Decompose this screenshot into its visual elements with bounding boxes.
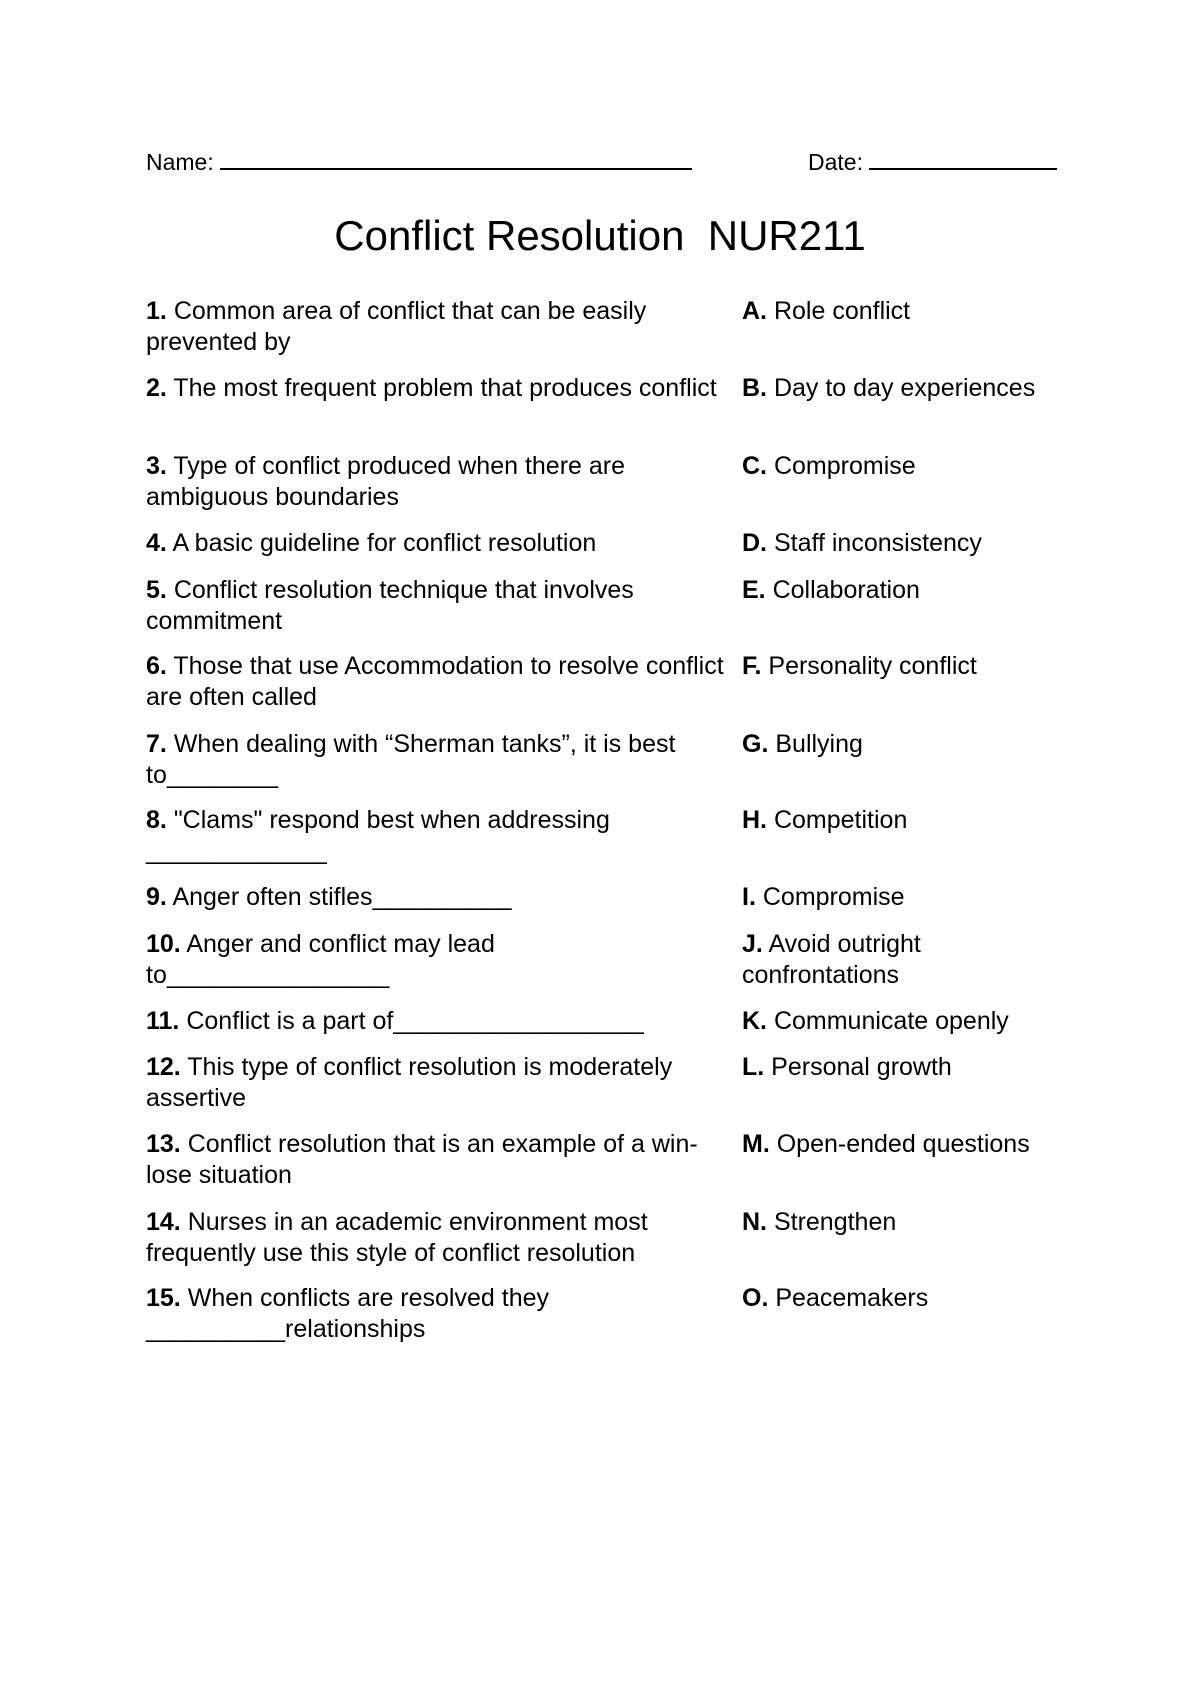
- answer-item: [742, 929, 1072, 991]
- question-text: Conflict resolution that is an example of a win-lose situation: [146, 1130, 698, 1189]
- question-item: [146, 651, 736, 713]
- matching-row: [146, 1006, 1076, 1052]
- question-text: Those that use Accommodation to resolve conflict are often called: [146, 652, 724, 711]
- answer-letter: O.: [742, 1284, 769, 1312]
- date-blank-line: [869, 146, 1057, 170]
- question-number: 4.: [146, 529, 167, 557]
- answer-letter: B.: [742, 374, 767, 402]
- question-text: A basic guideline for conflict resolution: [172, 529, 597, 557]
- answer-item: [742, 1207, 1072, 1238]
- matching-row: [146, 1207, 1076, 1283]
- question-text: Conflict is a part of__________________: [186, 1007, 644, 1035]
- answer-letter: I.: [742, 883, 756, 911]
- name-blank-line: [220, 146, 692, 170]
- answer-letter: E.: [742, 576, 766, 604]
- question-text: The most frequent problem that produces conflict: [173, 374, 717, 402]
- answer-text: Day to day experiences: [773, 374, 1036, 402]
- answer-text: Collaboration: [772, 576, 920, 604]
- answer-letter: G.: [742, 730, 769, 758]
- question-item: [146, 1006, 736, 1037]
- question-item: [146, 451, 736, 513]
- answer-letter: J.: [742, 930, 763, 958]
- header-line: [146, 146, 1066, 178]
- answer-letter: C.: [742, 452, 767, 480]
- answer-letter: F.: [742, 652, 762, 680]
- answer-item: [742, 1129, 1072, 1160]
- matching-row: [146, 805, 1076, 882]
- question-number: 15.: [146, 1284, 181, 1312]
- answer-item: [742, 575, 1072, 606]
- question-item: [146, 1207, 736, 1269]
- question-number: 11.: [146, 1007, 180, 1035]
- question-number: 1.: [146, 297, 167, 325]
- question-number: 14.: [146, 1208, 181, 1236]
- answer-text: Compromise: [773, 452, 916, 480]
- answer-letter: H.: [742, 806, 767, 834]
- question-item: [146, 1052, 736, 1114]
- matching-row: [146, 729, 1076, 805]
- answer-item: [742, 1052, 1072, 1083]
- question-item: [146, 729, 736, 791]
- question-item: [146, 575, 736, 637]
- matching-row: [146, 1283, 1076, 1360]
- answer-letter: A.: [742, 297, 767, 325]
- matching-row: [146, 1129, 1076, 1207]
- matching-row: [146, 528, 1076, 575]
- answer-letter: D.: [742, 529, 767, 557]
- question-text: "Clams" respond best when addressing _____________: [146, 806, 610, 865]
- answer-text: Role conflict: [773, 297, 911, 325]
- question-number: 2.: [146, 374, 167, 402]
- answer-letter: N.: [742, 1208, 767, 1236]
- question-number: 7.: [146, 730, 167, 758]
- question-item: [146, 929, 736, 991]
- question-text: Conflict resolution technique that involves commitment: [146, 576, 634, 635]
- question-number: 5.: [146, 576, 167, 604]
- question-item: [146, 1129, 736, 1191]
- question-number: 12.: [146, 1053, 181, 1081]
- question-number: 3.: [146, 452, 167, 480]
- answer-text: Open-ended questions: [776, 1130, 1030, 1158]
- matching-row: [146, 882, 1076, 929]
- matching-row: [146, 296, 1076, 373]
- answer-letter: L.: [742, 1053, 765, 1081]
- matching-row: [146, 929, 1076, 1006]
- answer-item: [742, 1006, 1072, 1037]
- matching-row: [146, 451, 1076, 528]
- answer-text: Competition: [773, 806, 908, 834]
- question-item: [146, 373, 736, 404]
- matching-row: [146, 651, 1076, 729]
- question-item: [146, 882, 736, 913]
- answer-text: Compromise: [762, 883, 905, 911]
- answer-text: Staff inconsistency: [773, 529, 982, 557]
- page-title: Conflict Resolution NUR211: [334, 212, 866, 259]
- question-item: [146, 1283, 736, 1345]
- answer-letter: M.: [742, 1130, 770, 1158]
- question-number: 10.: [146, 930, 181, 958]
- answer-item: [742, 296, 1072, 327]
- question-text: When conflicts are resolved they __________relationships: [146, 1284, 549, 1343]
- date-label: Date:: [808, 149, 863, 175]
- answer-item: [742, 373, 1072, 404]
- question-text: Type of conflict produced when there are ambiguous boundaries: [146, 452, 626, 511]
- question-text: Anger and conflict may lead to________________: [146, 930, 495, 989]
- answer-item: [742, 528, 1072, 559]
- answer-text: Personal growth: [771, 1053, 952, 1081]
- question-item: [146, 528, 736, 559]
- name-field-group: [146, 146, 692, 178]
- answer-text: Communicate openly: [773, 1007, 1009, 1035]
- answer-item: [742, 729, 1072, 760]
- answer-text: Strengthen: [773, 1208, 897, 1236]
- question-number: 9.: [146, 883, 167, 911]
- answer-item: [742, 651, 1072, 682]
- matching-row: [146, 1052, 1076, 1129]
- question-text: Nurses in an academic environment most frequently use this style of conflict resolution: [146, 1208, 648, 1267]
- matching-row: [146, 373, 1076, 451]
- question-item: [146, 296, 736, 358]
- question-text: Anger often stifles__________: [172, 883, 512, 911]
- question-number: 8.: [146, 806, 167, 834]
- matching-row: [146, 575, 1076, 651]
- question-number: 6.: [146, 652, 167, 680]
- date-field-group: [808, 146, 1057, 178]
- question-item: [146, 805, 736, 867]
- answer-text: Bullying: [775, 730, 863, 758]
- question-text: When dealing with “Sherman tanks”, it is best to________: [146, 730, 676, 789]
- answer-item: [742, 451, 1072, 482]
- answer-item: [742, 882, 1072, 913]
- answer-text: Peacemakers: [775, 1284, 929, 1312]
- question-text: Common area of conflict that can be easily prevented by: [146, 297, 647, 356]
- answer-text: Personality conflict: [768, 652, 977, 680]
- matching-list: [146, 296, 1076, 1360]
- question-text: This type of conflict resolution is moderately assertive: [146, 1053, 673, 1112]
- answer-text: Avoid outright confrontations: [742, 930, 921, 989]
- question-number: 13.: [146, 1130, 181, 1158]
- answer-letter: K.: [742, 1007, 767, 1035]
- name-label: Name:: [146, 149, 214, 175]
- answer-item: [742, 805, 1072, 836]
- answer-item: [742, 1283, 1072, 1314]
